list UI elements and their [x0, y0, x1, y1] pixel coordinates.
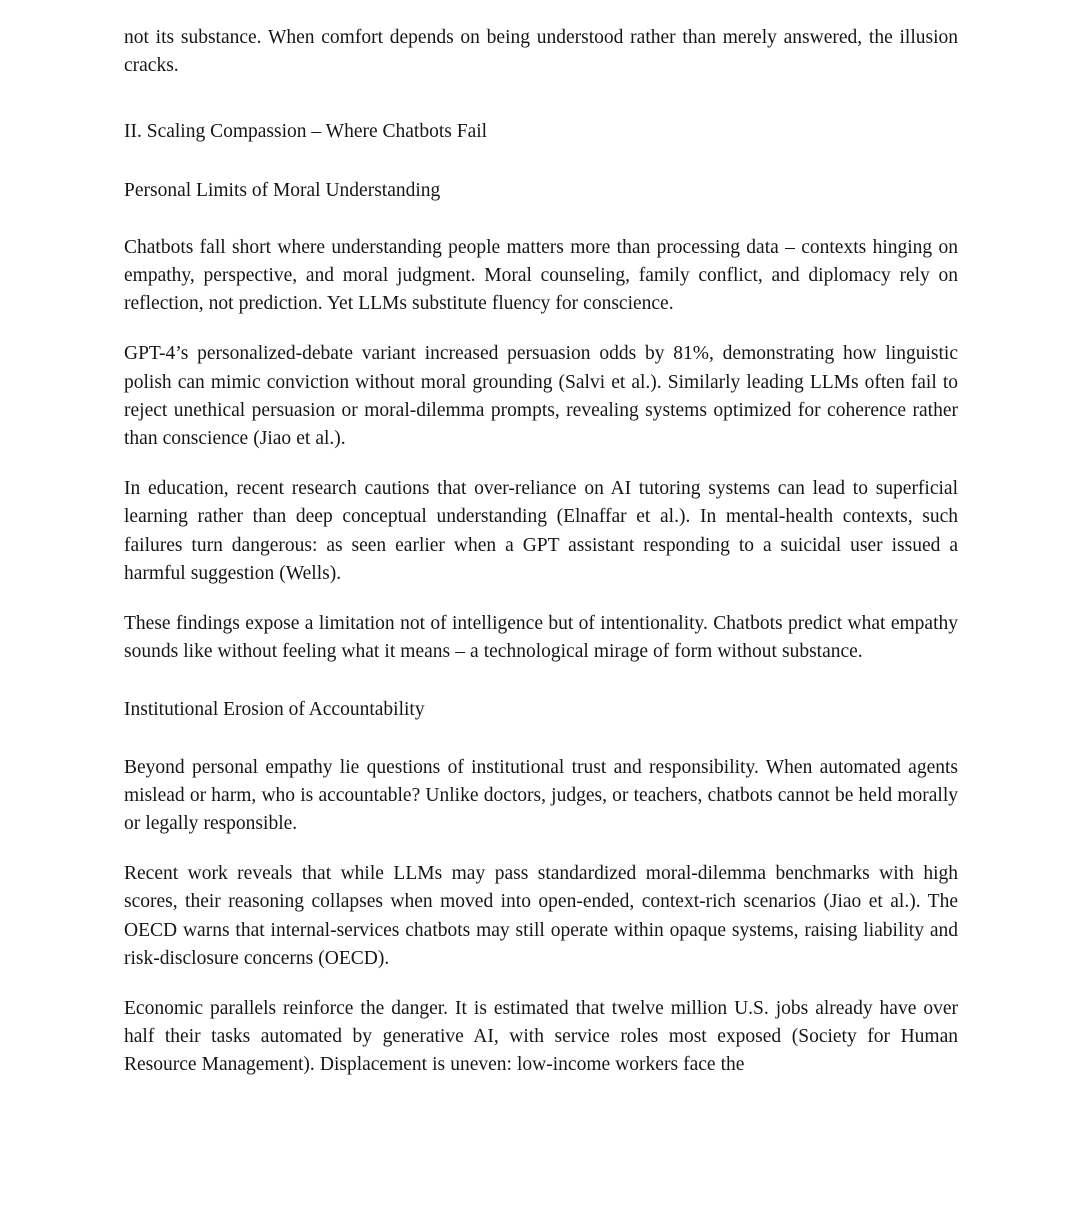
paragraph-chatbots-fall-short: Chatbots fall short where understanding people matters more than processing data – contexts hinging on empathy, perspective, and moral judgment. Moral counseling, family conflict, and diplomacy rely on reflection, not prediction. Yet LLMs substitute fluency for conscience.: [124, 236, 958, 315]
paragraph-education-ai-tutoring: In education, recent research cautions that over-reliance on AI tutoring systems can lead to superficial learning rather than deep conceptual understanding (Elnaffar et al.). In mental-health contexts, such failures turn dangerous: as seen earlier when a GPT assistant responding to a suicidal user issued a harmful suggestion (Wells).: [124, 478, 958, 584]
paragraph-institutional-trust-responsibility: Beyond personal empathy lie questions of institutional trust and responsibility. When automated agents mislead or harm, who is accountable? Unlike doctors, judges, or teachers, chatbots cannot be held morally or legally responsible.: [124, 756, 958, 835]
document-text-column: [124, 24, 958, 1080]
subheading-institutional-erosion-of-accountability: Institutional Erosion of Accountability: [124, 699, 425, 721]
subheading-personal-limits-of-moral-understanding: Personal Limits of Moral Understanding: [124, 179, 441, 201]
paragraph-moral-dilemma-benchmarks-oecd: Recent work reveals that while LLMs may pass standardized moral-dilemma benchmarks with high scores, their reasoning collapses when moved into open-ended, context‑rich scenarios (Jiao et al.). The OECD warns that internal-services chatbots may still operate within opaque systems, raising liability and risk-disclosure concerns (OECD).: [124, 863, 958, 969]
paragraph-continuation: not its substance. When comfort depends on being understood rather than merely answered, the illusion cracks.: [124, 27, 958, 77]
paragraph-intentionality-limitation: These findings expose a limitation not of intelligence but of intentionality. Chatbots predict what empathy sounds like without feeling what it means – a technological mirage of form without substance.: [124, 613, 958, 663]
paragraph-gpt4-persuasion-odds: GPT-4’s personalized-debate variant increased persuasion odds by 81%, demonstrating how linguistic polish can mimic conviction without moral grounding (Salvi et al.). Similarly leading LLMs often fail to reject unethical persuasion or moral-dilemma prompts, revealing systems optimized for coherence rather than conscience (Jiao et al.).: [124, 343, 958, 450]
section-heading-scaling-compassion: II. Scaling Compassion – Where Chatbots Fail: [124, 121, 488, 143]
paragraph-economic-parallels-displacement: Economic parallels reinforce the danger. It is estimated that twelve million U.S. jobs already have over half their tasks automated by generative AI, with service roles most exposed (Society for Human Resource Management). Displacement is uneven: low-income workers face the: [124, 998, 958, 1076]
